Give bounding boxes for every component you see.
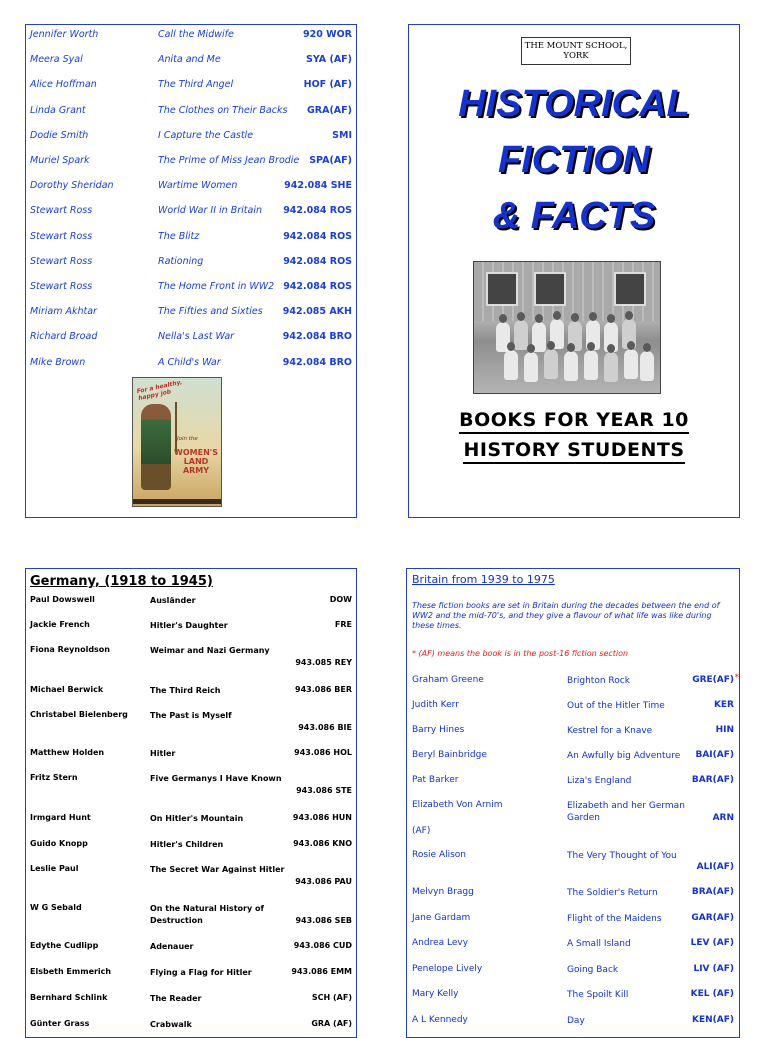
cover-subtitle-line-1: BOOKS FOR YEAR 10 <box>409 409 739 431</box>
book-title: Wartime Women <box>158 180 238 192</box>
book-title: The Clothes on Their Backs <box>158 104 288 116</box>
book-author: Penelope Lively <box>412 964 483 974</box>
book-author: Fritz Stern <box>30 773 78 782</box>
book-title: The Blitz <box>158 230 200 242</box>
list-item <box>30 231 352 245</box>
list-item <box>30 180 352 194</box>
shelf-code: BRA(AF) <box>691 887 734 897</box>
book-title: The Past is Myself <box>150 711 232 720</box>
book-title: Out of the Hitler Time <box>567 701 665 711</box>
book-author: Meera Syal <box>30 54 83 66</box>
shelf-code: 943.086 SEB <box>295 916 352 925</box>
list-item <box>30 864 352 892</box>
book-author: Dodie Smith <box>30 129 89 141</box>
list-item <box>412 850 734 890</box>
book-title: An Awfully big Adventure <box>567 751 681 761</box>
shelf-code: SMI <box>332 129 352 141</box>
book-author: Alice Hoffman <box>30 79 97 91</box>
school-name-box <box>521 37 631 65</box>
shelf-code: 942.084 SHE <box>284 180 352 192</box>
book-title: A Child's War <box>158 356 221 368</box>
list-item <box>30 941 352 969</box>
poster-woman-figure <box>141 404 171 490</box>
list-item <box>30 54 352 68</box>
cover-title-line-3: & FACTS <box>492 195 656 237</box>
cover-title-line-2: FICTION <box>498 139 650 181</box>
list-item <box>30 967 352 995</box>
shelf-code: 942.084 ROS <box>283 255 352 267</box>
book-title: The Home Front in WW2 <box>158 281 275 292</box>
list-item <box>30 839 352 867</box>
shelf-code: 942.084 BRO <box>282 331 352 343</box>
book-title: The Third Angel <box>158 79 234 91</box>
shelf-code: 943.086 STE <box>296 786 352 795</box>
book-author: Stewart Ross <box>30 255 93 267</box>
shelf-code: 943.086 EMM <box>291 967 352 976</box>
shelf-code: GRA(AF) <box>307 104 352 116</box>
book-author: Irmgard Hunt <box>30 813 91 822</box>
photo-figure <box>604 352 618 382</box>
photo-figure <box>514 320 528 350</box>
book-author: Michael Berwick <box>30 685 104 694</box>
list-item <box>30 331 352 345</box>
book-author: Dorothy Sheridan <box>30 180 114 192</box>
shelf-code: 943.086 PAU <box>295 877 352 886</box>
shelf-code: 942.084 ROS <box>283 230 352 242</box>
book-author: Beryl Bainbridge <box>412 750 487 760</box>
book-author: Melvyn Bragg <box>412 887 474 897</box>
list-item <box>30 155 352 169</box>
cover-subtitle-line-2: HISTORY STUDENTS <box>409 439 739 461</box>
photo-figure <box>524 352 538 382</box>
shelf-code: ARN <box>712 813 734 823</box>
shelf-code: KEN(AF) <box>692 1015 734 1025</box>
book-title: Elizabeth and her German Garden <box>567 801 685 823</box>
book-author: Jennifer Worth <box>30 29 99 40</box>
book-author: Paul Dowswell <box>30 595 95 604</box>
shelf-code: 942.085 AKH <box>282 306 352 318</box>
list-item <box>30 620 352 648</box>
photo-figure <box>504 350 518 380</box>
book-author: Richard Broad <box>30 331 98 343</box>
book-author: Stewart Ross <box>30 205 93 217</box>
shelf-code: SYA (AF) <box>306 54 352 66</box>
womens-land-army-poster <box>132 377 222 507</box>
book-author: Edythe Cudlipp <box>30 941 99 950</box>
list-item <box>412 1015 734 1038</box>
shelf-code: SCH (AF) <box>311 993 352 1002</box>
list-item <box>30 281 352 295</box>
shelf-code: SPA(AF) <box>309 155 352 166</box>
book-author: Elizabeth Von Arnim <box>412 800 503 810</box>
book-author: Graham Greene <box>412 675 484 685</box>
book-author: Jackie French <box>30 620 90 629</box>
list-item <box>30 685 352 713</box>
list-item <box>412 800 734 840</box>
shelf-code: GAR(AF) <box>691 913 734 923</box>
photo-figure <box>584 350 598 380</box>
book-author: A L Kennedy <box>412 1015 468 1025</box>
book-author: Rosie Alison <box>412 850 466 860</box>
book-title: On the Natural History of Destruction <box>150 904 264 925</box>
shelf-code: 943.086 BIE <box>298 723 352 732</box>
book-title: The Secret War Against Hitler <box>150 865 285 874</box>
shelf-code: 943.086 CUD <box>293 941 352 950</box>
book-title: Five Germanys I Have Known <box>150 774 282 783</box>
list-item <box>30 1019 352 1038</box>
book-title: Flight of the Maidens <box>567 914 662 924</box>
shelf-code: 942.084 ROS <box>283 205 352 217</box>
book-title: The Third Reich <box>150 686 221 695</box>
list-item <box>30 773 352 801</box>
book-list-panel-germany <box>25 568 357 1038</box>
book-author: Matthew Holden <box>30 748 105 757</box>
list-item <box>30 306 352 320</box>
book-title: The Soldier's Return <box>567 888 658 898</box>
book-title: Weimar and Nazi Germany <box>150 646 270 655</box>
book-title: A Small Island <box>567 939 631 949</box>
book-title: Anita and Me <box>158 54 221 66</box>
book-title: Crabwalk <box>150 1020 192 1029</box>
book-title: On Hitler's Mountain <box>150 814 244 823</box>
list-item <box>30 813 352 841</box>
list-item <box>30 205 352 219</box>
list-item <box>30 903 352 931</box>
book-title: Call the Midwife <box>158 29 234 40</box>
list-item <box>30 105 352 119</box>
book-title: Kestrel for a Knave <box>567 726 653 736</box>
list-item <box>30 748 352 776</box>
pitchfork-icon <box>175 402 177 452</box>
shelf-code: 943.086 HOL <box>294 748 352 757</box>
cover-title-line-1: HISTORICAL <box>458 83 690 125</box>
book-title: The Very Thought of You <box>567 851 677 861</box>
book-author: Judith Kerr <box>412 700 459 710</box>
book-title: Liza's England <box>567 776 632 786</box>
list-item <box>30 595 352 623</box>
af-note: * (AF) means the book is in the post-16 fiction section <box>412 649 629 658</box>
shelf-code: LEV (AF) <box>690 938 734 948</box>
shelf-code: 943.085 REY <box>295 658 352 667</box>
section-intro: These fiction books are set in Britain during the decades between the end of WW2 and the mid-70's, and they give a flavour of what life was like during these times. <box>412 601 720 630</box>
shelf-code: DOW <box>329 595 352 604</box>
shelf-code: KER <box>713 700 734 710</box>
shelf-code: HIN <box>715 725 734 735</box>
book-author: Stewart Ross <box>30 230 93 242</box>
list-item <box>30 29 352 43</box>
list-item <box>30 645 352 673</box>
book-author: Pat Barker <box>412 775 459 785</box>
section-heading-britain: Britain from 1939 to 1975 <box>412 573 555 586</box>
book-title: I Capture the Castle <box>158 129 254 141</box>
shelf-code: GRA (AF) <box>311 1019 352 1028</box>
poster-join-text: Join the <box>177 436 198 442</box>
book-title: Adenauer <box>150 942 194 951</box>
book-title: Flying a Flag for Hitler <box>150 968 252 977</box>
book-title: The Reader <box>150 994 202 1003</box>
photo-figure <box>544 349 558 379</box>
list-item <box>30 357 352 371</box>
shelf-code: ALI(AF) <box>696 862 734 872</box>
book-title: Going Back <box>567 965 619 975</box>
book-author: Elsbeth Emmerich <box>30 967 112 976</box>
shelf-code: HOF (AF) <box>303 79 352 91</box>
shelf-code: 943.086 BER <box>295 685 352 694</box>
shelf-code: BAR(AF) <box>691 775 734 785</box>
book-author: W G Sebald <box>30 903 82 912</box>
asterisk-marker: * <box>734 673 739 683</box>
book-author: Günter Grass <box>30 1019 90 1028</box>
shelf-code: 942.084 ROS <box>283 281 352 292</box>
list-item <box>30 130 352 144</box>
list-item <box>30 256 352 270</box>
book-author: Jane Gardam <box>412 913 471 923</box>
book-author: Christabel Bielenberg <box>30 710 128 719</box>
shelf-code: LIV (AF) <box>693 964 734 974</box>
book-author: Bernhard Schlink <box>30 993 108 1002</box>
book-author: Fiona Reynoldson <box>30 645 110 654</box>
book-list-panel-britain <box>406 568 740 1038</box>
shelf-code: GRE(AF) <box>692 675 734 685</box>
book-author: Linda Grant <box>30 104 86 116</box>
cover-panel <box>408 24 740 518</box>
book-title: The Fifties and Sixties <box>158 306 263 318</box>
schoolgirls-photo <box>473 261 661 394</box>
shelf-code: BAI(AF) <box>695 750 734 760</box>
school-name: THE MOUNT SCHOOL, <box>524 41 628 51</box>
book-title: The Prime of Miss Jean Brodie <box>158 155 300 166</box>
photo-figure <box>640 351 654 381</box>
book-title: Hitler's Daughter <box>150 621 228 630</box>
book-author: Stewart Ross <box>30 281 93 292</box>
shelf-code: 920 WOR <box>302 29 352 40</box>
book-title: Rationing <box>158 255 204 267</box>
book-title: Day <box>567 1016 585 1026</box>
book-author: Andrea Levy <box>412 938 469 948</box>
book-author: Leslie Paul <box>30 864 79 873</box>
book-title: Hitler <box>150 749 176 758</box>
shelf-code: 943.086 HUN <box>292 813 352 822</box>
af-marker: (AF) <box>412 826 431 836</box>
photo-figure <box>624 349 638 379</box>
school-city: YORK <box>563 51 589 61</box>
book-title: Nella's Last War <box>158 331 235 343</box>
list-item <box>30 79 352 93</box>
book-author: Mike Brown <box>30 356 86 368</box>
poster-title: WOMEN'S LAND ARMY <box>174 448 218 475</box>
book-title: Brighton Rock <box>567 676 630 686</box>
book-author: Miriam Akhtar <box>30 306 97 318</box>
book-list-panel-british-social-history <box>25 24 357 518</box>
poster-footer-strip <box>133 499 221 504</box>
book-title: Ausländer <box>150 596 196 605</box>
book-title: The Spoilt Kill <box>567 990 629 1000</box>
poster-slogan: For a healthy, happy job <box>136 378 183 403</box>
shelf-code: 943.086 KNO <box>293 839 352 848</box>
shelf-code: KEL (AF) <box>690 989 734 999</box>
shelf-code: 942.084 BRO <box>282 356 352 368</box>
list-item <box>30 710 352 738</box>
photo-figure <box>564 351 578 381</box>
section-heading-germany: Germany, (1918 to 1945) <box>30 574 213 589</box>
book-title: World War II in Britain <box>158 205 262 217</box>
shelf-code: FRE <box>334 620 352 629</box>
list-item <box>30 993 352 1021</box>
book-author: Mary Kelly <box>412 989 459 999</box>
book-author: Muriel Spark <box>30 155 90 166</box>
book-title: Hitler's Children <box>150 840 224 849</box>
book-author: Guido Knopp <box>30 839 88 848</box>
book-author: Barry Hines <box>412 725 465 735</box>
